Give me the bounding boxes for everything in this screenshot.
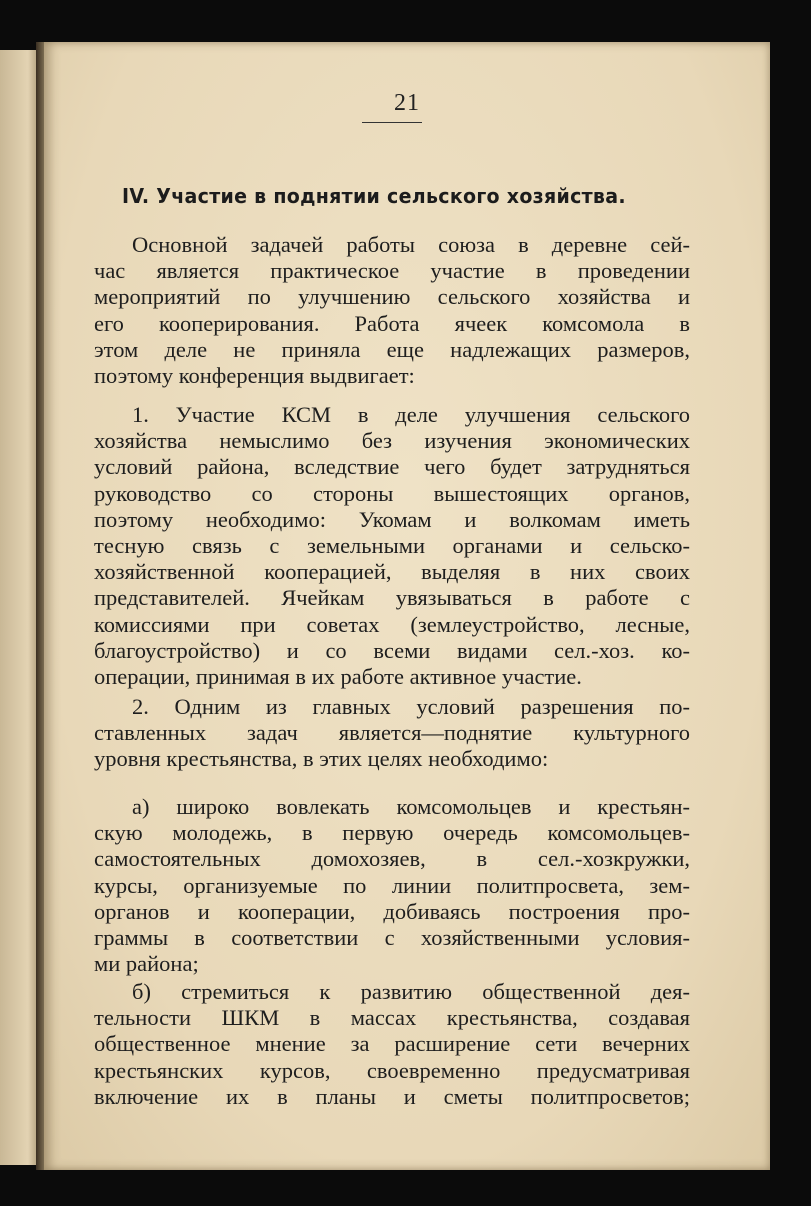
book-page (44, 42, 770, 1170)
text-line: этом деле не приняла еще надлежащих размеров, (94, 336, 690, 362)
text-line: включение их в планы и сметы политпросветов; (94, 1083, 690, 1109)
text-line: час является практическое участие в проведении (94, 258, 690, 284)
text-line: б) стремиться к развитию общественной дея- (132, 979, 690, 1004)
paragraph-intro (94, 232, 690, 389)
paragraph-item-2 (94, 694, 690, 773)
text-line: Основной задачей работы союза в деревне сей- (132, 232, 690, 257)
text-line: 2. Одним из главных условий разрешения по- (132, 694, 690, 719)
text-line: руководство со стороны вышестоящих органов, (94, 480, 690, 506)
text-line: крестьянских курсов, своевременно предусматривая (94, 1057, 690, 1083)
text-line: представителей. Ячейкам увязываться в работе с (94, 585, 690, 611)
paragraph-item-1 (94, 402, 690, 690)
text-line: благоустройство) и со всеми видами сел.-хоз. ко- (94, 637, 690, 663)
text-line: тельности ШКМ в массах крестьянства, создавая (94, 1005, 690, 1031)
text-line: его кооперирования. Работа ячеек комсомола в (94, 310, 690, 336)
text-line: мероприятий по улучшению сельского хозяйства и (94, 284, 690, 310)
text-line: хозяйственной кооперацией, выделяя в них своих (94, 559, 690, 585)
text-line: а) широко вовлекать комсомольцев и крестьян- (132, 794, 690, 819)
text-line: комиссиями при советах (землеустройство, лесные, (94, 611, 690, 637)
paragraph-subitem-b (94, 979, 690, 1110)
section-heading: IV. Участие в поднятии сельского хозяйства. (122, 184, 626, 208)
page-number: 21 (394, 90, 420, 116)
text-line: поэтому необходимо: Укомам и волкомам иметь (94, 506, 690, 532)
page-number-rule (362, 122, 422, 123)
text-line: органов и кооперации, добиваясь построения про- (94, 898, 690, 924)
text-line: хозяйства немыслимо без изучения экономических (94, 428, 690, 454)
text-line: поэтому конференция выдвигает: (94, 363, 415, 389)
text-line: операции, принимая в их работе активное участие. (94, 664, 582, 690)
text-line: уровня крестьянства, в этих целях необходимо: (94, 746, 549, 772)
text-line: ставленных задач является—поднятие культурного (94, 720, 690, 746)
text-line: самостоятельных домохозяев, в сел.-хозкружки, (94, 846, 690, 872)
text-line: 1. Участие КСМ в деле улучшения сельского (132, 402, 690, 427)
text-line: тесную связь с земельными органами и сельско- (94, 533, 690, 559)
text-line: курсы, организуемые по линии политпросвета, зем- (94, 872, 690, 898)
text-line: ми района; (94, 951, 199, 977)
paragraph-subitem-a (94, 794, 690, 977)
text-line: скую молодежь, в первую очередь комсомольцев- (94, 820, 690, 846)
text-line: общественное мнение за расширение сети вечерних (94, 1031, 690, 1057)
left-page-edge (0, 50, 40, 1165)
text-line: условий района, вследствие чего будет затрудняться (94, 454, 690, 480)
text-line: граммы в соответствии с хозяйственными условия- (94, 925, 690, 951)
